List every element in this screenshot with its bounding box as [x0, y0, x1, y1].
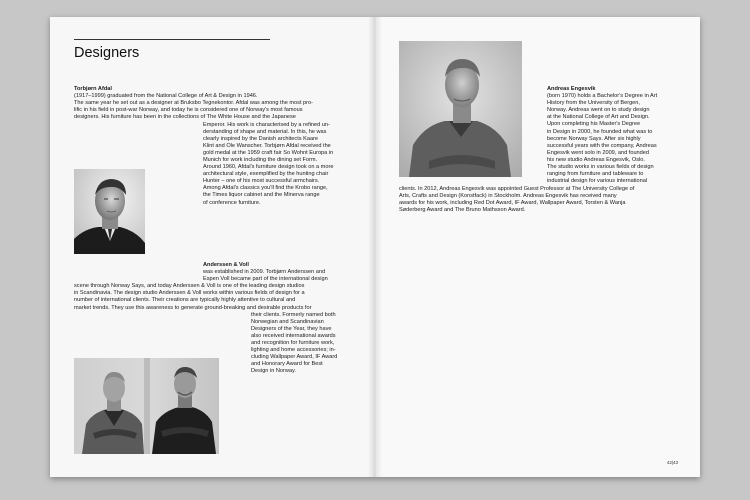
text-line: successful years with the company, Andreas [547, 142, 657, 149]
engesvik-portrait-photo [399, 41, 522, 177]
text-line: Among Afdal's classics you'll find the Krobo range, [203, 185, 328, 192]
text-line: Norway. Andreas went on to study design [547, 107, 650, 114]
text-line: scene through Norway Says, and today Anderssen & Voll is one of the leading design studios [74, 283, 305, 290]
page-title: Designers [74, 45, 140, 61]
text-line: clearly inspired by the Danish architects Kaare [203, 135, 319, 142]
title-rule [74, 39, 270, 40]
anderssen-name: Anderssen & Voll [203, 262, 249, 268]
anderssen-voll-image [74, 358, 219, 454]
text-line: was established in 2009. Torbjørn Anderssen and [203, 269, 326, 276]
text-line: the Times liquor cabinet and the Minerva range [203, 192, 320, 199]
text-line: Designers of the Year, they have [251, 325, 332, 332]
text-line: Emperor. His work is characterised by a refined un- [203, 121, 330, 128]
text-line: (1917–1999) graduated from the National College of Art & Design in 1946. [74, 93, 258, 100]
text-line: Design in Norway. [251, 368, 296, 375]
anderssen-body [74, 283, 311, 311]
text-line: market trends. They use this awareness to generate ground-breaking and desirable products for [74, 304, 312, 311]
text-line: number of international clients. Their creations are typically highly attentive to cultural and [74, 297, 296, 304]
text-line: at the National College of Art and Design. [547, 114, 650, 121]
anderssen-intro [203, 262, 328, 283]
text-line: Upon completing his Master's Degree [547, 121, 641, 128]
text-line: their clients. Formerly named both [251, 311, 336, 318]
text-line: lific in his field in post-war Norway, and today he is considered one of Norway's most famous [74, 107, 303, 114]
text-line: History from the University of Bergen, [547, 100, 640, 107]
text-line: The studio works in various fields of design [547, 164, 654, 171]
text-line: and Honorary Award for Best [251, 361, 323, 368]
text-line: ranging from furniture and tableware to [547, 171, 644, 178]
afdal-portrait-image [74, 169, 145, 254]
text-line: Søderberg Award and The Bruno Mathsson Award. [399, 206, 526, 213]
text-line: (born 1970) holds a Bachelor's Degree in Art [547, 93, 658, 100]
text-line: designers. His furniture has been in the collections of The White House and the Japanese [74, 114, 296, 121]
text-line: Norwegian and Scandinavian [251, 318, 324, 325]
text-line: in Scandinavia. The design studio Anderssen & Voll works within various fields of design for a [74, 290, 305, 297]
text-line: Espen Voll became part of the international design [203, 276, 328, 283]
right-page [375, 17, 700, 477]
page-number: 42|43 [666, 460, 678, 465]
engesvik-body [399, 186, 634, 214]
text-line: become Norway Says. After six highly [547, 135, 641, 142]
text-line: Around 1960, Afdal's furniture design took on a more [203, 164, 334, 171]
text-line: Klint and Ole Wanscher. Torbjørn Afdal received the [203, 142, 331, 149]
engesvik-name: Andreas Engesvik [547, 86, 596, 92]
text-line: awards for his work, including Red Dot Award, IF Award, Wallpaper Award, Torsten & Wanja [399, 199, 626, 206]
left-page [50, 17, 375, 477]
magazine-spread [50, 17, 700, 477]
text-line: architectural style, exemplified by the hunting chair [203, 171, 329, 178]
engesvik-portrait-image [399, 41, 522, 177]
text-line: Arts, Crafts and Design (Konstfack) in Stockholm. Andreas Engesvik has received many [399, 192, 617, 199]
text-line: in Design in 2000, he founded what was to [547, 128, 653, 135]
text-line: derstanding of shape and material. In this, he was [203, 128, 327, 135]
afdal-name: Torbjørn Afdal [74, 86, 112, 92]
text-line: of conference furniture. [203, 199, 261, 206]
text-line: gold medal at the 1959 craft fair So Wohnt Europa in [203, 149, 334, 156]
text-line: lighting and home accessories; in- [251, 347, 336, 354]
text-line: Hunter – one of his most successful armchairs. [203, 178, 320, 185]
afdal-body [203, 122, 333, 207]
text-line: also received international awards [251, 332, 336, 339]
text-line: industrial design for various international [547, 178, 648, 185]
afdal-intro [74, 86, 313, 121]
anderssen-body-narrow [251, 312, 337, 376]
text-line: cluding Wallpaper Award, IF Award [251, 354, 338, 361]
text-line: clients. In 2012, Andreas Engesvik was appointed Guest Professor at The University College of [399, 185, 635, 192]
afdal-portrait-photo [74, 169, 145, 254]
text-line: Munich for work including the dining set Form. [203, 156, 318, 163]
anderssen-voll-photo [74, 358, 219, 454]
engesvik-intro [547, 86, 657, 185]
text-line: and recognition for furniture work, [251, 340, 335, 347]
text-line: his new studio Andreas Engesvik, Oslo. [547, 156, 645, 163]
text-line: The same year he set out as a designer at Bruksbo Tegnekontor. Afdal was among the most pro- [74, 100, 314, 107]
text-line: Engesvik went solo in 2009, and founded [547, 149, 650, 156]
